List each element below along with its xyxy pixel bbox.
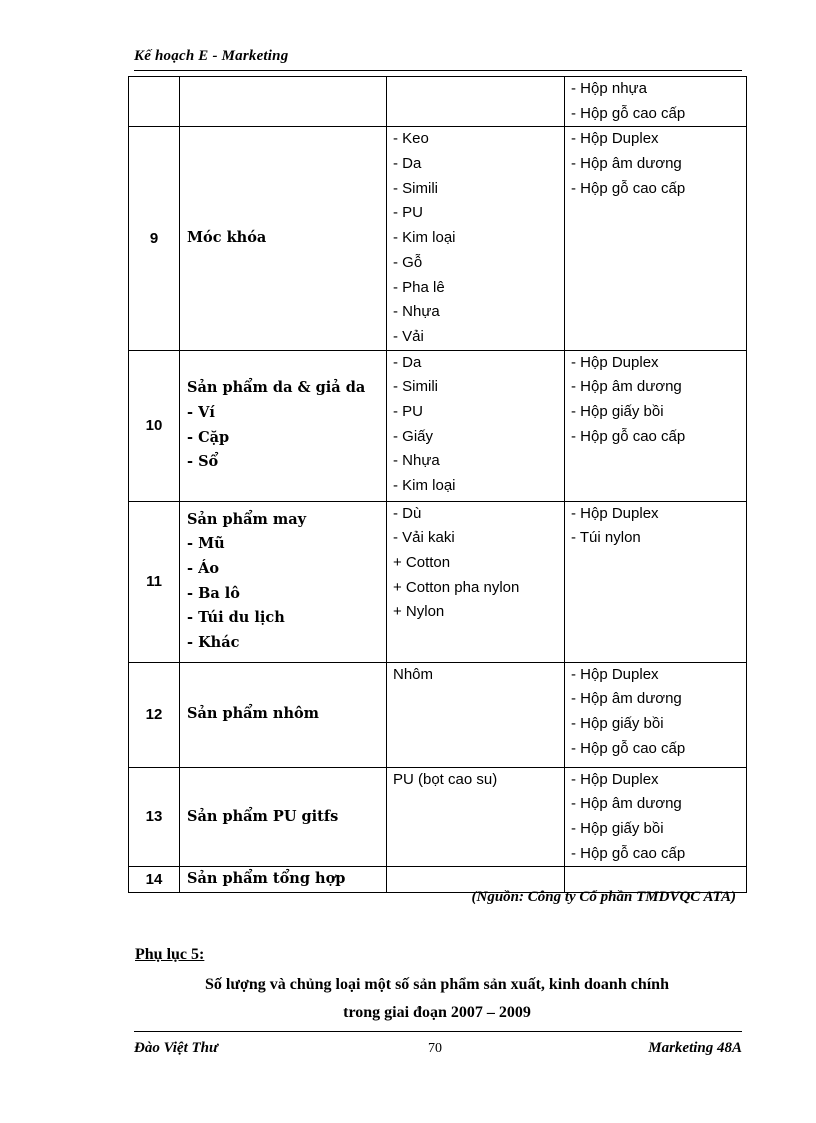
packaging-line: - Hộp âm dương — [571, 155, 682, 173]
material-line: - Gỗ — [393, 253, 423, 271]
product-line: Sản phẩm may — [187, 510, 307, 528]
product-line: - Áo — [187, 559, 219, 577]
product-line: Móc khóa — [187, 229, 267, 247]
table-row — [129, 77, 747, 127]
packaging-line: - Hộp gỗ cao cấp — [571, 844, 686, 862]
packaging-line: - Hộp nhựa — [571, 80, 647, 97]
materials-cell — [387, 767, 565, 867]
product-line: Sản phẩm da & giả da — [187, 379, 366, 397]
packaging-line: - Hộp Duplex — [571, 770, 659, 788]
row-number: 9 — [129, 127, 180, 350]
material-line: - Nhựa — [393, 452, 440, 470]
materials-cell — [387, 501, 565, 662]
packaging-line: - Hộp Duplex — [571, 130, 659, 148]
table-row — [129, 350, 747, 501]
product-line: - Ví — [187, 403, 215, 421]
product-cell — [180, 501, 387, 662]
packaging-cell — [565, 501, 747, 662]
packaging-line: - Hộp giấy bồi — [571, 402, 664, 420]
materials-cell — [387, 662, 565, 767]
product-line: - Sổ — [187, 453, 219, 471]
packaging-line: - Hộp gỗ cao cấp — [571, 179, 686, 197]
product-cell — [180, 77, 387, 127]
material-line: + Nylon — [393, 603, 445, 621]
product-line: Sản phẩm PU gitfs — [187, 807, 339, 825]
packaging-line: - Hộp gỗ cao cấp — [571, 427, 686, 445]
packaging-cell — [565, 662, 747, 767]
row-number: 14 — [129, 867, 180, 893]
table-row — [129, 127, 747, 350]
materials-cell — [387, 127, 565, 350]
material-line: PU (bọt cao su) — [393, 770, 498, 788]
table-row — [129, 501, 747, 662]
footer-author: Đào Việt Thư — [134, 1040, 218, 1056]
appendix-label: Phụ lục 5: — [135, 946, 205, 963]
product-line: Sản phẩm tổng hợp — [187, 870, 346, 888]
packaging-line: - Túi nylon — [571, 529, 641, 547]
materials-cell — [387, 77, 565, 127]
row-number: 13 — [129, 767, 180, 867]
material-line: + Cotton — [393, 553, 451, 571]
source-note: (Nguồn: Công ty Cổ phần TMDVQC ATA) — [471, 889, 736, 905]
material-line: - Pha lê — [393, 278, 445, 296]
product-line: - Cặp — [187, 428, 230, 446]
product-cell — [180, 127, 387, 350]
material-line: - Da — [393, 155, 422, 173]
product-cell — [180, 350, 387, 501]
material-line: - Nhựa — [393, 303, 440, 321]
packaging-cell — [565, 767, 747, 867]
material-line: - Da — [393, 353, 422, 371]
material-line: - Simili — [393, 179, 438, 197]
footer-divider — [134, 1031, 742, 1032]
product-cell — [180, 867, 387, 893]
packaging-line: - Hộp Duplex — [571, 504, 659, 522]
packaging-line: - Hộp gỗ cao cấp — [571, 739, 686, 757]
packaging-line: - Hộp gỗ cao cấp — [571, 104, 686, 122]
material-line: - Simili — [393, 378, 438, 396]
row-number: 12 — [129, 662, 180, 767]
packaging-line: - Hộp âm dương — [571, 378, 682, 396]
packaging-line: - Hộp âm dương — [571, 795, 682, 813]
product-line: - Khác — [187, 633, 240, 651]
page-header-title: Kế hoạch E - Marketing — [134, 48, 289, 64]
material-line: - Kim loại — [393, 229, 456, 247]
appendix-title-line1: Số lượng và chủng loại một số sản phẩm sản xuất, kinh doanh chính — [205, 976, 669, 993]
packaging-cell — [565, 350, 747, 501]
material-line: - Kim loại — [393, 477, 456, 494]
packaging-cell — [565, 77, 747, 127]
material-line: - Vải — [393, 327, 424, 345]
material-line: - Keo — [393, 130, 429, 148]
table-row — [129, 662, 747, 767]
row-number — [129, 77, 180, 127]
footer-course: Marketing 48A — [648, 1040, 742, 1056]
packaging-line: - Hộp Duplex — [571, 665, 659, 683]
product-line: - Túi du lịch — [187, 609, 285, 627]
material-line: Nhôm — [393, 665, 434, 683]
table-row — [129, 767, 747, 867]
packaging-line: - Hộp giấy bồi — [571, 714, 664, 732]
material-line: - PU — [393, 204, 423, 222]
appendix-title-line2: trong giai đoạn 2007 – 2009 — [343, 1004, 531, 1021]
product-cell — [180, 662, 387, 767]
product-line: - Mũ — [187, 535, 225, 553]
row-number: 10 — [129, 350, 180, 501]
product-cell — [180, 767, 387, 867]
material-line: - Giấy — [393, 427, 434, 445]
material-line: + Cotton pha nylon — [393, 578, 520, 596]
material-line: - PU — [393, 402, 423, 420]
packaging-line: - Hộp Duplex — [571, 353, 659, 371]
material-line: - Vải kaki — [393, 529, 455, 547]
packaging-line: - Hộp giấy bồi — [571, 819, 664, 837]
product-line: - Ba lô — [187, 584, 240, 602]
packaging-line: - Hộp âm dương — [571, 690, 682, 708]
product-table — [128, 76, 747, 893]
materials-cell — [387, 350, 565, 501]
page-number: 70 — [428, 1041, 442, 1056]
header-divider — [134, 70, 742, 71]
row-number: 11 — [129, 501, 180, 662]
packaging-cell — [565, 127, 747, 350]
material-line: - Dù — [393, 504, 422, 522]
product-line: Sản phẩm nhôm — [187, 705, 320, 723]
